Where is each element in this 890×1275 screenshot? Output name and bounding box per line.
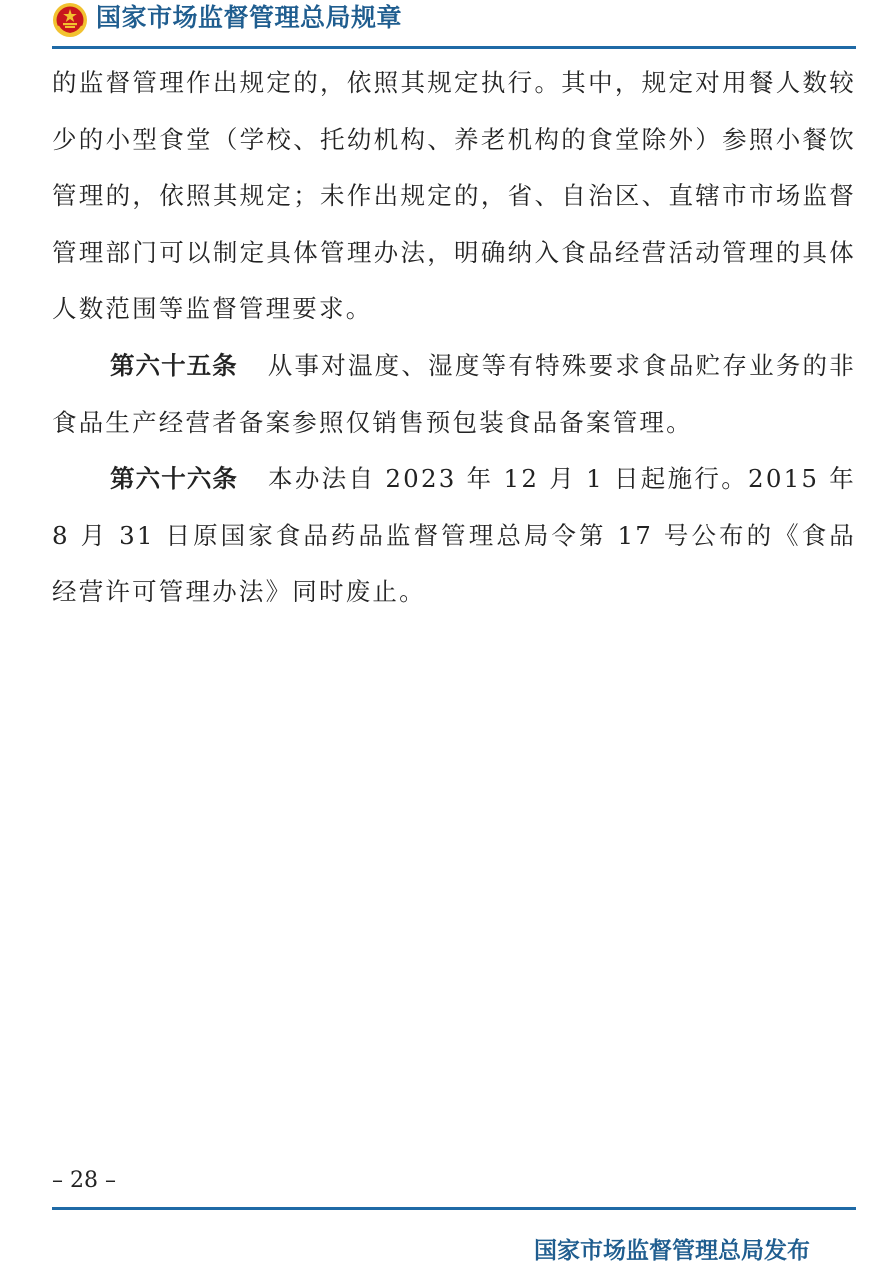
header-title: 国家市场监督管理总局规章 [96,3,403,32]
article-65-heading: 第六十五条 [110,350,238,380]
article-65-text: 从事对温度、湿度等有特殊要求食品贮存业务的非食品生产经营者备案参照仅销售预包装食品备案管理。 [52,350,856,437]
article-65 [52,338,856,451]
page-number: – 28 – [52,1168,116,1193]
footer-divider [52,1207,856,1210]
document-body [52,55,856,621]
article-66-text: 本办法自 2023 年 12 月 1 日起施行。2015 年 8 月 31 日原国家食品药品监督管理总局令第 17 号公布的《食品经营许可管理办法》同时废止。 [52,464,856,607]
article-66-heading: 第六十六条 [110,464,239,494]
header-divider [52,46,856,49]
article-66 [52,451,856,621]
page-header [52,0,856,46]
national-emblem-icon [52,2,88,38]
footer-publisher: 国家市场监督管理总局发布 [534,1238,810,1264]
continuation-paragraph: 的监督管理作出规定的，依照其规定执行。其中，规定对用餐人数较少的小型食堂（学校、托幼机构、养老机构的食堂除外）参照小餐饮管理的，依照其规定；未作出规定的，省、自治区、直辖市市场监督管理部门可以制定具体管理办法，明确纳入食品经营活动管理的具体人数范围等监督管理要求。 [52,68,856,324]
